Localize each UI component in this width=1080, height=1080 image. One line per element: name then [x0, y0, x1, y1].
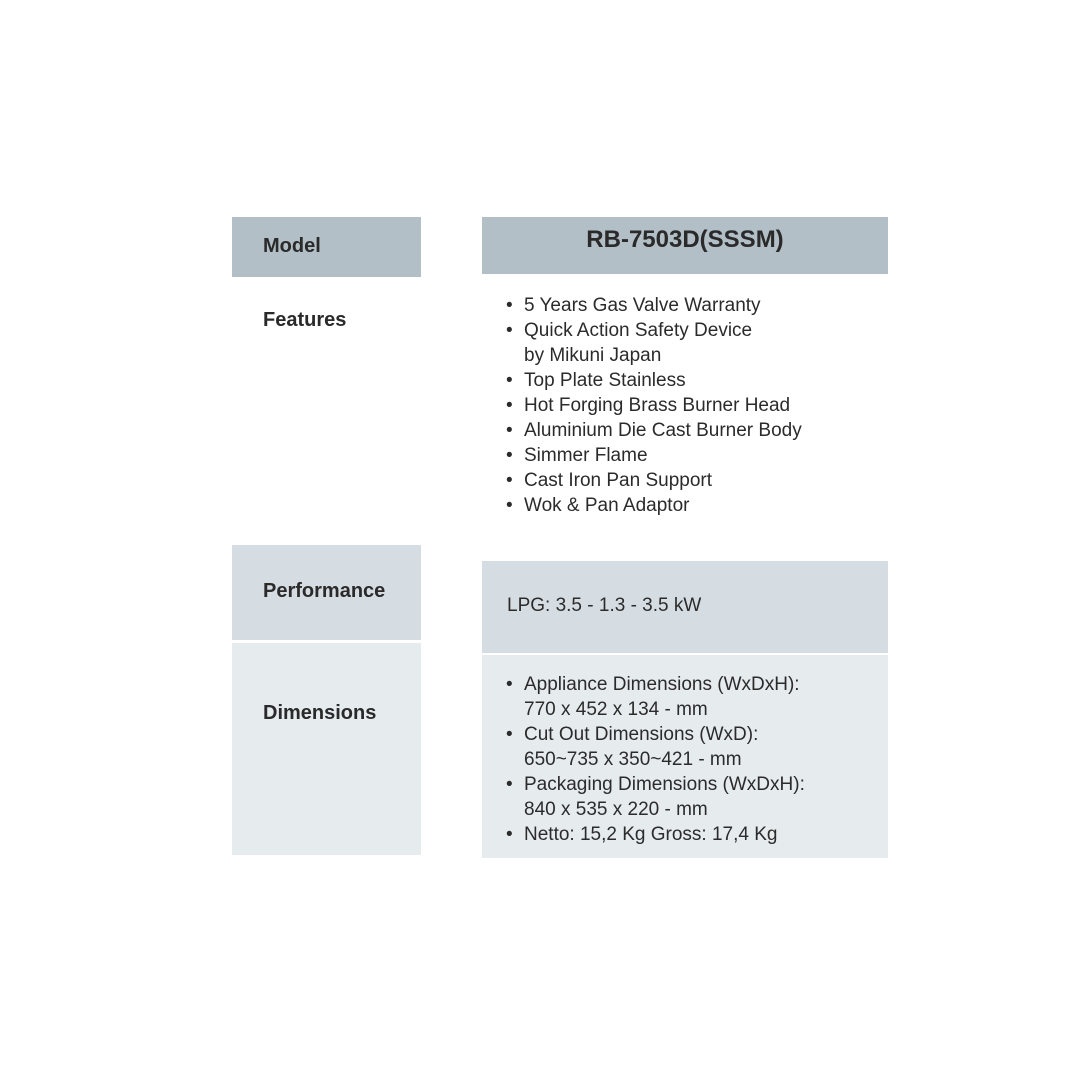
feature-item-text: • Quick Action Safety Device: [524, 320, 753, 341]
feature-item: [506, 418, 802, 443]
model-value: RB-7503D(SSSM): [586, 226, 784, 253]
dimension-item-value: 770 x 452 x 134 - mm: [524, 699, 708, 720]
features-value-cell: [482, 277, 888, 559]
dimension-item-value: 650~735 x 350~421 - mm: [524, 749, 742, 770]
dimension-item: [506, 822, 805, 847]
dimension-item-text: • Cut Out Dimensions (WxD):: [524, 724, 759, 745]
feature-item-text: • Aluminium Die Cast Burner Body: [524, 420, 802, 441]
features-label-cell: [232, 280, 421, 542]
dimensions-list: [506, 672, 805, 847]
features-label: Features: [263, 309, 347, 331]
model-value-cell: [482, 217, 888, 274]
feature-item: [506, 393, 802, 418]
feature-item-text: • 5 Years Gas Valve Warranty: [524, 295, 761, 316]
dimensions-value-cell: [482, 655, 888, 858]
feature-item-text: • Cast Iron Pan Support: [524, 470, 712, 491]
feature-item-text: • Simmer Flame: [524, 445, 648, 466]
dimensions-label: Dimensions: [263, 702, 377, 724]
model-label: Model: [263, 235, 321, 257]
feature-item: [506, 468, 802, 493]
dimension-item-text: • Appliance Dimensions (WxDxH):: [524, 674, 800, 695]
dimension-item-text: • Packaging Dimensions (WxDxH):: [524, 774, 805, 795]
feature-item-text: • Hot Forging Brass Burner Head: [524, 395, 791, 416]
features-list: [506, 293, 802, 518]
performance-label-cell: [232, 545, 421, 640]
feature-item-text: • Wok & Pan Adaptor: [524, 495, 690, 516]
performance-value-cell: [482, 561, 888, 653]
feature-item-continuation: by Mikuni Japan: [524, 345, 662, 366]
performance-value: LPG: 3.5 - 1.3 - 3.5 kW: [507, 595, 702, 616]
feature-item: [506, 368, 802, 393]
dimension-item: [506, 722, 805, 772]
feature-item-text: • Top Plate Stainless: [524, 370, 686, 391]
feature-item: [506, 443, 802, 468]
feature-item: [506, 293, 802, 318]
dimension-item-text: • Netto: 15,2 Kg Gross: 17,4 Kg: [524, 824, 778, 845]
dimensions-label-cell: [232, 643, 421, 855]
feature-item: [506, 493, 802, 518]
model-label-cell: [232, 217, 421, 277]
dimension-item: [506, 672, 805, 722]
feature-item: [506, 318, 802, 368]
performance-label: Performance: [263, 580, 386, 602]
dimension-item: [506, 772, 805, 822]
dimension-item-value: 840 x 535 x 220 - mm: [524, 799, 708, 820]
